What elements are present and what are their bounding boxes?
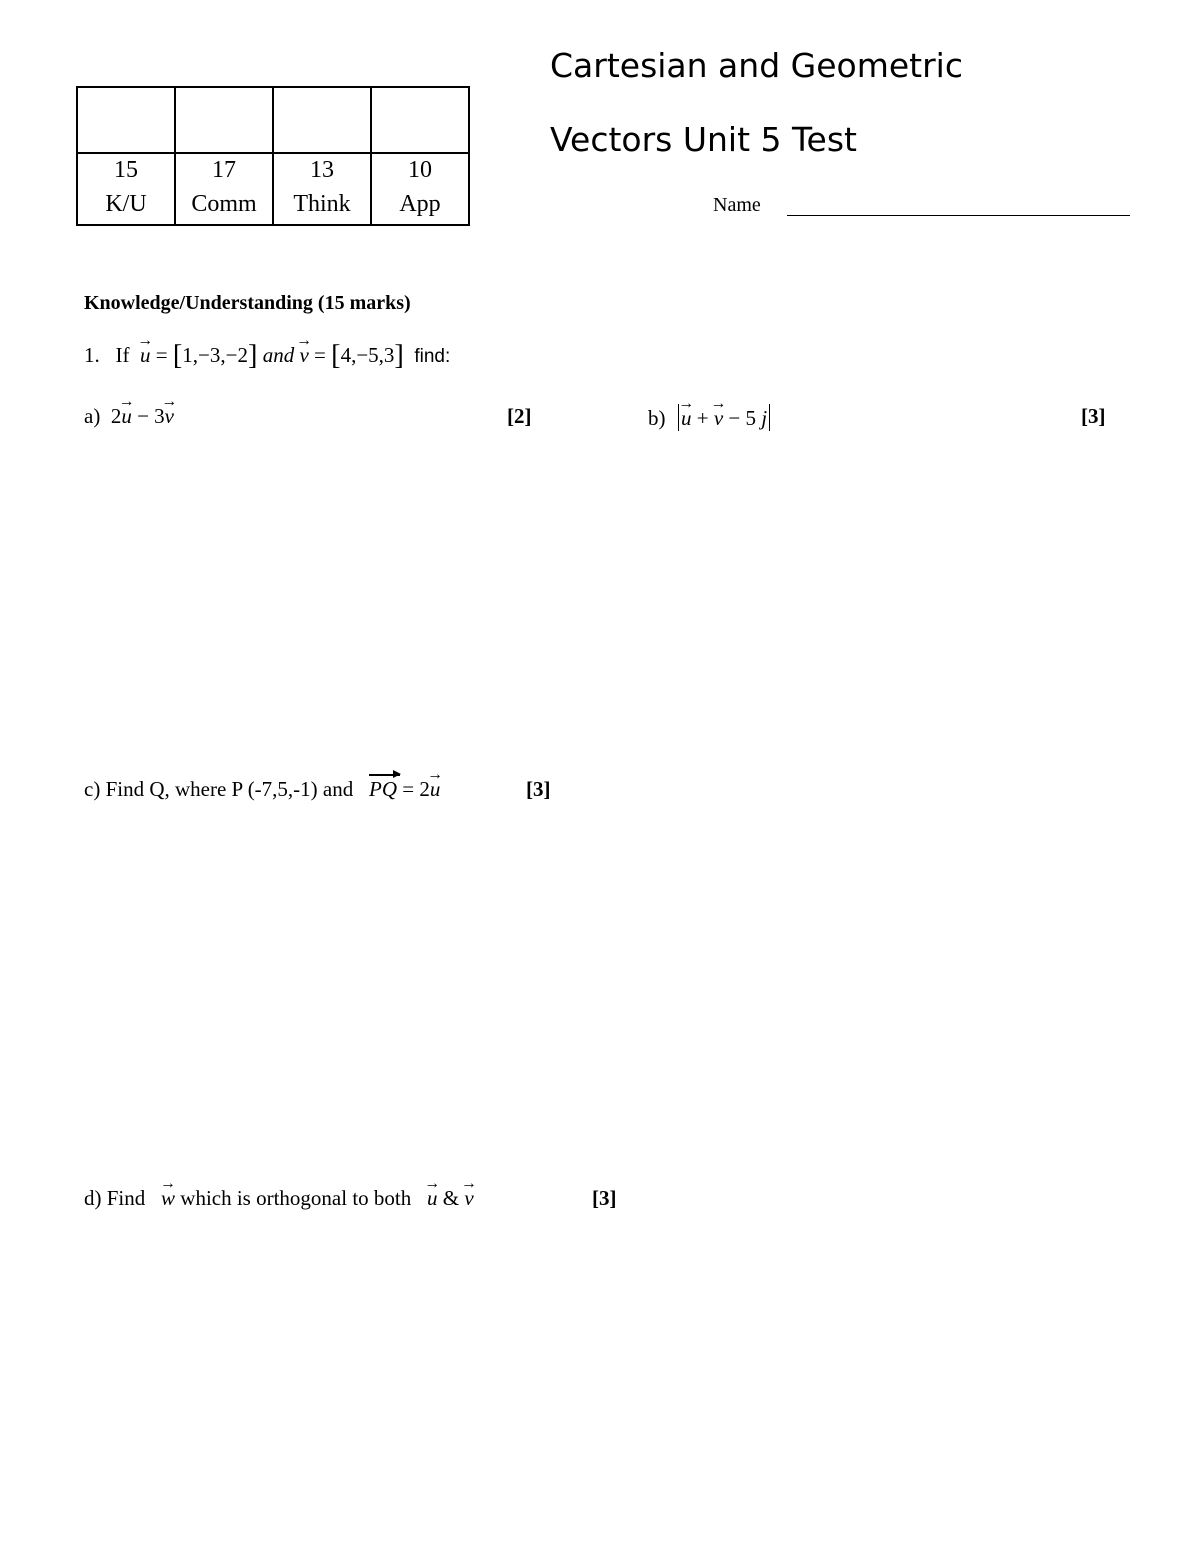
part-b-expression (648, 404, 772, 431)
question1-stem: 1. If → u = [1,−3,−2] and → v = [4,−5,3] find: (84, 343, 450, 368)
score-totals-row (77, 153, 469, 225)
score-cell-app[interactable] (371, 87, 469, 153)
name-label: Name (713, 194, 761, 216)
part-c-question (84, 777, 440, 802)
part-a-marks: [2] (507, 404, 532, 428)
vector-w-symbol: → w (161, 1186, 175, 1211)
minus-sign: − (137, 404, 149, 428)
vector-u-symbol: → u (681, 406, 692, 431)
category-label: K/U (105, 191, 147, 217)
coefficient-v: 3 (154, 404, 165, 428)
question-number: 1. (84, 343, 100, 367)
score-total-comm (175, 153, 273, 225)
part-d-question (84, 1186, 474, 1211)
part-c-marks: [3] (526, 777, 551, 801)
test-title-line2: Vectors Unit 5 Test (550, 120, 857, 159)
vector-u-symbol: → u (430, 777, 441, 802)
if-word: If (115, 343, 130, 367)
score-cell-comm[interactable] (175, 87, 273, 153)
u-components: 1,−3,−2 (182, 343, 248, 367)
vector-u-symbol: → u (427, 1186, 438, 1211)
marks-value: 15 (114, 157, 138, 183)
part-d-marks: [3] (592, 1186, 617, 1210)
vector-v-symbol: → v (299, 343, 308, 368)
unit-vector-j: j (761, 406, 768, 430)
ampersand: & (442, 1186, 460, 1210)
category-label: Comm (191, 191, 257, 217)
part-a-expression (84, 404, 174, 429)
vector-pq: PQ (369, 777, 397, 801)
abs-bar-right (769, 404, 770, 431)
coefficient-u: 2 (110, 404, 122, 428)
category-label: Think (293, 191, 351, 217)
part-d-find: d) Find (84, 1186, 146, 1210)
score-total-app (371, 153, 469, 225)
marks-value: 17 (212, 157, 236, 183)
marks-value: 13 (310, 157, 334, 183)
score-blank-row (77, 87, 469, 153)
part-d-text: which is orthogonal to both (180, 1186, 412, 1210)
name-field-line[interactable] (787, 215, 1130, 216)
minus-five: − 5 (728, 406, 757, 430)
vector-v-symbol: → v (714, 406, 723, 431)
category-label: App (399, 191, 441, 217)
part-a-label: a) (84, 404, 101, 428)
vector-v-symbol: → v (464, 1186, 473, 1211)
score-table (76, 86, 470, 226)
section-heading: Knowledge/Understanding (15 marks) (84, 292, 411, 314)
part-b-label: b) (648, 406, 666, 430)
vector-u-symbol: → u (121, 404, 132, 429)
vector-u-symbol: → u (140, 343, 151, 368)
score-total-ku (77, 153, 175, 225)
marks-value: 10 (408, 157, 432, 183)
score-cell-ku[interactable] (77, 87, 175, 153)
vector-v-symbol: → v (165, 404, 174, 429)
v-components: 4,−5,3 (340, 343, 395, 367)
find-word: find: (414, 346, 451, 367)
test-title-line1: Cartesian and Geometric (550, 46, 963, 85)
equals-two: = 2 (402, 777, 430, 801)
score-cell-think[interactable] (273, 87, 371, 153)
part-c-text: c) Find Q, where P (-7,5,-1) and (84, 777, 354, 801)
plus-sign: + (696, 406, 709, 430)
and-word: and (262, 343, 295, 367)
score-total-think (273, 153, 371, 225)
part-b-marks: [3] (1081, 404, 1106, 428)
